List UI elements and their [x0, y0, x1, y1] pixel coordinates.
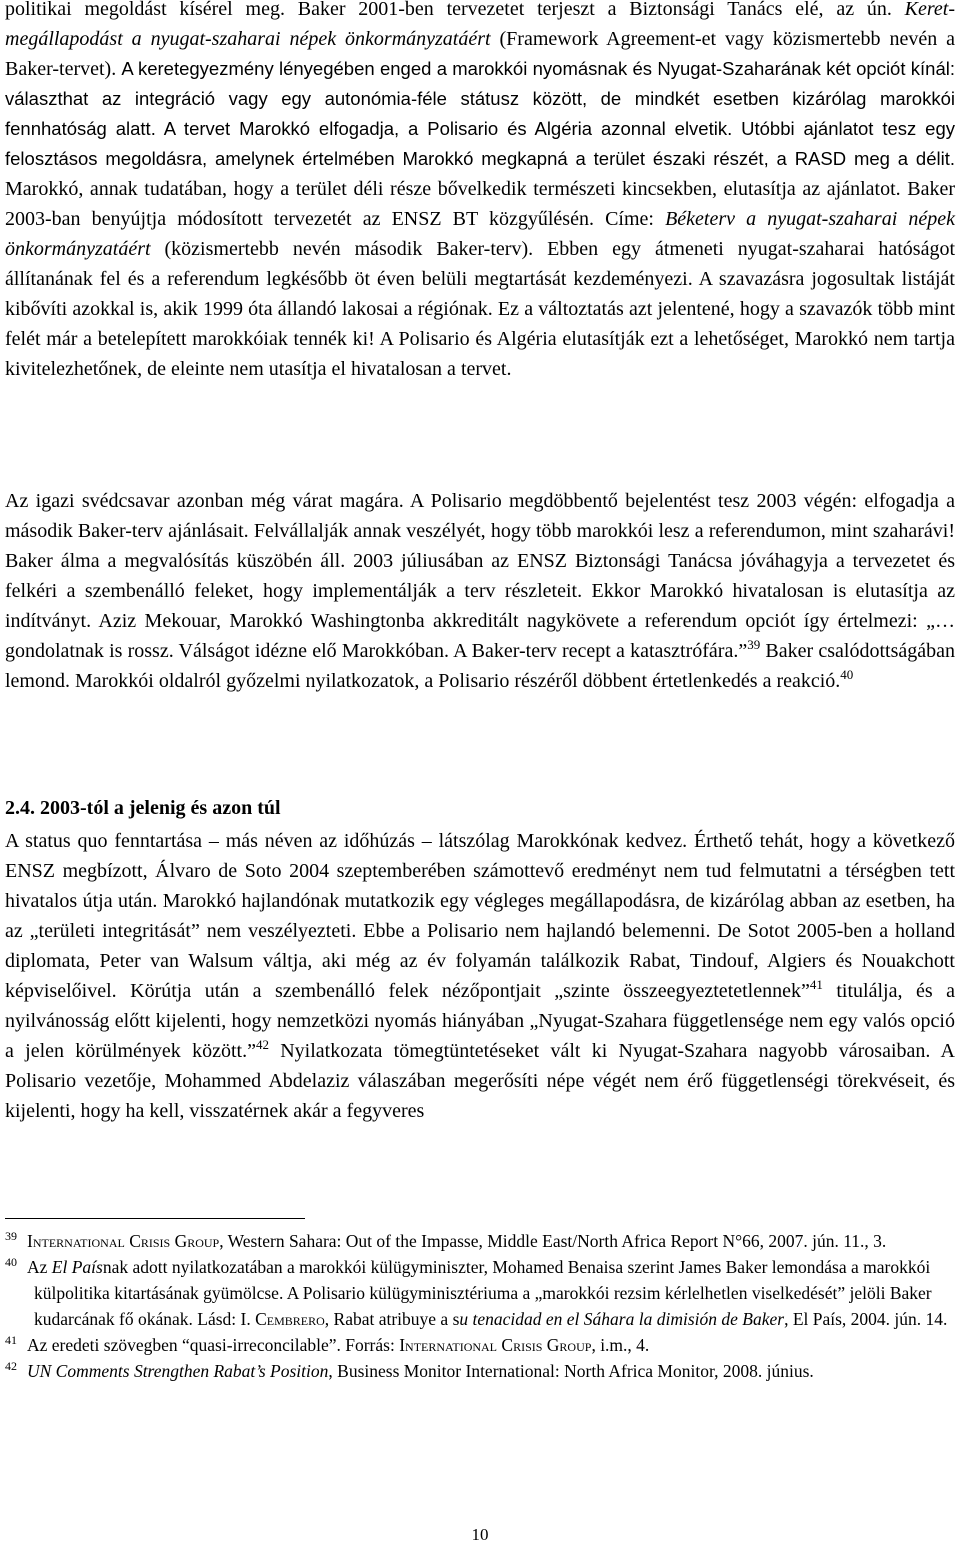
- paragraph-polisario-accepts: [5, 486, 955, 696]
- text-run: Az igazi svédcsavar azonban még várat magára. A Polisario megdöbbentő bejelentést tesz 2003 végén: elfogadja a második Baker-terv ajánlásait. Felvállalják annak veszélyét, hogy több marokkói lesz a referendumon, mint szaharávi! Baker álma a megvalósítás küszöbén áll. 2003 júliusában az ENSZ Biztonsági Tanácsa jóváhagyja a tervezetet és felkéri a szembenálló feleket, hogy implementálják a terv részleteit. Ekkor Marokkó hivatalosan is elutasítja az indítványt. Aziz Mekouar, Marokkó Washingtonba akkreditált nagykövete a referendum opciót így értelmezi: „…gondolatnak is rossz. Válságot idézne elő Marokkóban. A Baker-terv recept a katasztrófára.”: [5, 490, 955, 662]
- text-run: (Framework Agreement-et vagy közismertebb nevén a Baker-tervet).: [5, 28, 955, 80]
- paragraph-baker-plan: [5, 0, 955, 384]
- text-run-smallcaps: International Crisis Group: [399, 1335, 592, 1355]
- footnote-40: 40 Az El Paísnak adott nyilatkozatában a marokkói külügyminiszter, Mohamed Benaisa szerint James Baker lemondása a marokkói külpolitika kitartásának gyümölcse. A Polisario külügyminisztériuma a „marokkói rezsim kérlelhetlen viselkedését” jelöli Baker kudarcának fő okának. Lásd: I. Cembrero, Rabat atribuye a su tenacidad en el Sáhara la dimisión de Baker, El País, 2004. jún. 14.: [5, 1255, 948, 1329]
- footnote-ref-39[interactable]: 39: [747, 637, 761, 652]
- text-run: Marokkó, annak tudatában, hogy a terület déli része bővelkedik természeti kincsekben, elutasítja az ajánlatot. Baker 2003-ban benyújtja módosított tervezetét az ENSZ BT közgyűlésén. Címe:: [5, 178, 955, 230]
- text-run-sans: A keretegyezmény lényegében enged a marokkói nyomásnak és Nyugat-Szaharának két opciót kínál: választhat az integráció vagy egy autonómia-féle státusz között, de mindkét esetben kizárólag marokkói fennhatóság alatt. A tervet Marokkó elfogadja, a Polisario és Algéria azonnal elvetik. Utóbbi ajánlatot tesz egy felosztásos megoldásra, amelynek értelmében Marokkó megkapná a terület északi részét, a RASD meg a délit.: [5, 58, 955, 169]
- footnote-39: 39 International Crisis Group, Western Sahara: Out of the Impasse, Middle East/North Africa Report N°66, 2007. jún. 11., 3.: [5, 1229, 887, 1251]
- italic-title: Keret-megállapodást a nyugat-szaharai népek önkormányzatáért: [5, 0, 955, 50]
- italic-title: Béketerv a nyugat-szaharai népek önkormányzatáért: [5, 208, 955, 260]
- footnote-ref-42[interactable]: 42: [255, 1037, 269, 1052]
- paragraph-status-quo: [5, 826, 955, 1126]
- italic-title: u tenacidad en el Sáhara la dimisión de Baker: [459, 1309, 785, 1329]
- footnote-42: 42 UN Comments Strengthen Rabat’s Position, Business Monitor International: North Africa Monitor, 2008. június.: [5, 1359, 814, 1381]
- footnote-separator: [5, 1218, 305, 1219]
- footnote-ref-40[interactable]: 40: [840, 667, 854, 682]
- text-run: Baker csalódottságában lemond. Marokkói oldalról győzelmi nyilatkozatok, a Polisario részéről döbbent értetlenkedés a reakció.: [5, 640, 956, 692]
- footnote-41: 41 Az eredeti szövegben “quasi-irreconcilable”. Forrás: International Crisis Group, i.m., 4.: [5, 1333, 650, 1355]
- text-run: , Business Monitor International: North Africa Monitor, 2008. június.: [328, 1361, 814, 1381]
- text-run: titulálja, és a nyilvánosság előtt kijelenti, hogy nemzetközi nyomás hiányában „Nyugat-Szahara függetlensége nem egy valós opció a jelen körülmények között.”: [5, 980, 955, 1062]
- italic-title: UN Comments Strengthen Rabat’s Position: [27, 1361, 329, 1381]
- footnotes: [5, 1228, 950, 1384]
- text-run: Az: [27, 1257, 52, 1277]
- italic-title: El País: [51, 1257, 103, 1277]
- section-title: 2.4. 2003-tól a jelenig és azon túl: [5, 797, 281, 819]
- text-run: , i.m., 4.: [591, 1335, 650, 1355]
- text-run: nak adott nyilatkozatában a marokkói külügyminiszter, Mohamed Benaisa szerint James Baker lemondása a marokkói külpolitika kitartásának gyümölcse. A Polisario külügyminisztériuma a „marokkói rezsim kérlelhetlen viselkedését” jelöli Baker kudarcának fő okának. Lásd: I.: [34, 1257, 932, 1329]
- text-run: Nyilatkozata tömegtüntetéseket vált ki Nyugat-Szahara nagyobb városaiban. A Polisario vezetője, Mohammed Abdelaziz válaszában megerősíti népe végét nem érő függetlenségi törekvéseit, és kijelenti, hogy ha kell, visszatérnek akár a fegyveres: [5, 1040, 955, 1122]
- text-run: politikai megoldást kísérel meg. Baker 2001-ben tervezetet terjeszt a Biztonsági Tanács elé, az ún.: [5, 0, 905, 20]
- text-run: , El País, 2004. jún. 14.: [784, 1309, 948, 1329]
- text-run: , Western Sahara: Out of the Impasse, Middle East/North Africa Report N°66, 2007. jún. 11., 3.: [219, 1231, 887, 1251]
- text-run-smallcaps: International Crisis Group: [27, 1231, 220, 1251]
- text-run: A status quo fenntartása – más néven az időhúzás – látszólag Marokkónak kedvez. Érthető tehát, hogy a következő ENSZ megbízott, Álvaro de Soto 2004 szeptemberében számottevő eredményt nem tud felmutatni a térségben tett hivatalos útja után. Marokkó hajlandónak mutatkozik egy végleges megállapodásra, de kizárólag abban az esetben, ha az „területi integritását” nem veszélyezteti. Ebbe a Polisario nem hajlandó belemenni. De Sotot 2005-ben a holland diplomata, Peter van Walsum váltja, aki még az év folyamán találkozik Rabat, Tindouf, Algiers és Nouakchott képviselőivel. Körútja után a szembenálló felek nézőpontjait „szinte összeegyeztetetlennek”: [5, 830, 955, 1002]
- footnote-ref-41[interactable]: 41: [809, 977, 823, 992]
- text-run: , Rabat atribuye a s: [324, 1309, 460, 1329]
- page-number: 10: [471, 1525, 489, 1544]
- text-run: (közismertebb nevén második Baker-terv). Ebben egy átmeneti nyugat-szaharai hatóságot állítanának fel és a referendum legkésőbb öt éven belüli megtartását kezdeményezi. A szavazásra jogosultak listáját kibővíti azokkal is, akik 1999 óta állandó lakosai a régiónak. Ez a változtatás azt jelentené, hogy a szavazók több mint felét már a betelepített marokkóiak tennék ki! A Polisario és Algéria elutasítják ezt a lehetőséget, Marokkó nem tartja kivitelezhetőnek, de eleinte nem utasítja el hivatalosan a tervet.: [5, 238, 955, 380]
- text-run: Az eredeti szövegben “quasi-irreconcilable”. Forrás:: [27, 1335, 400, 1355]
- text-run-smallcaps: Cembrero: [255, 1309, 325, 1329]
